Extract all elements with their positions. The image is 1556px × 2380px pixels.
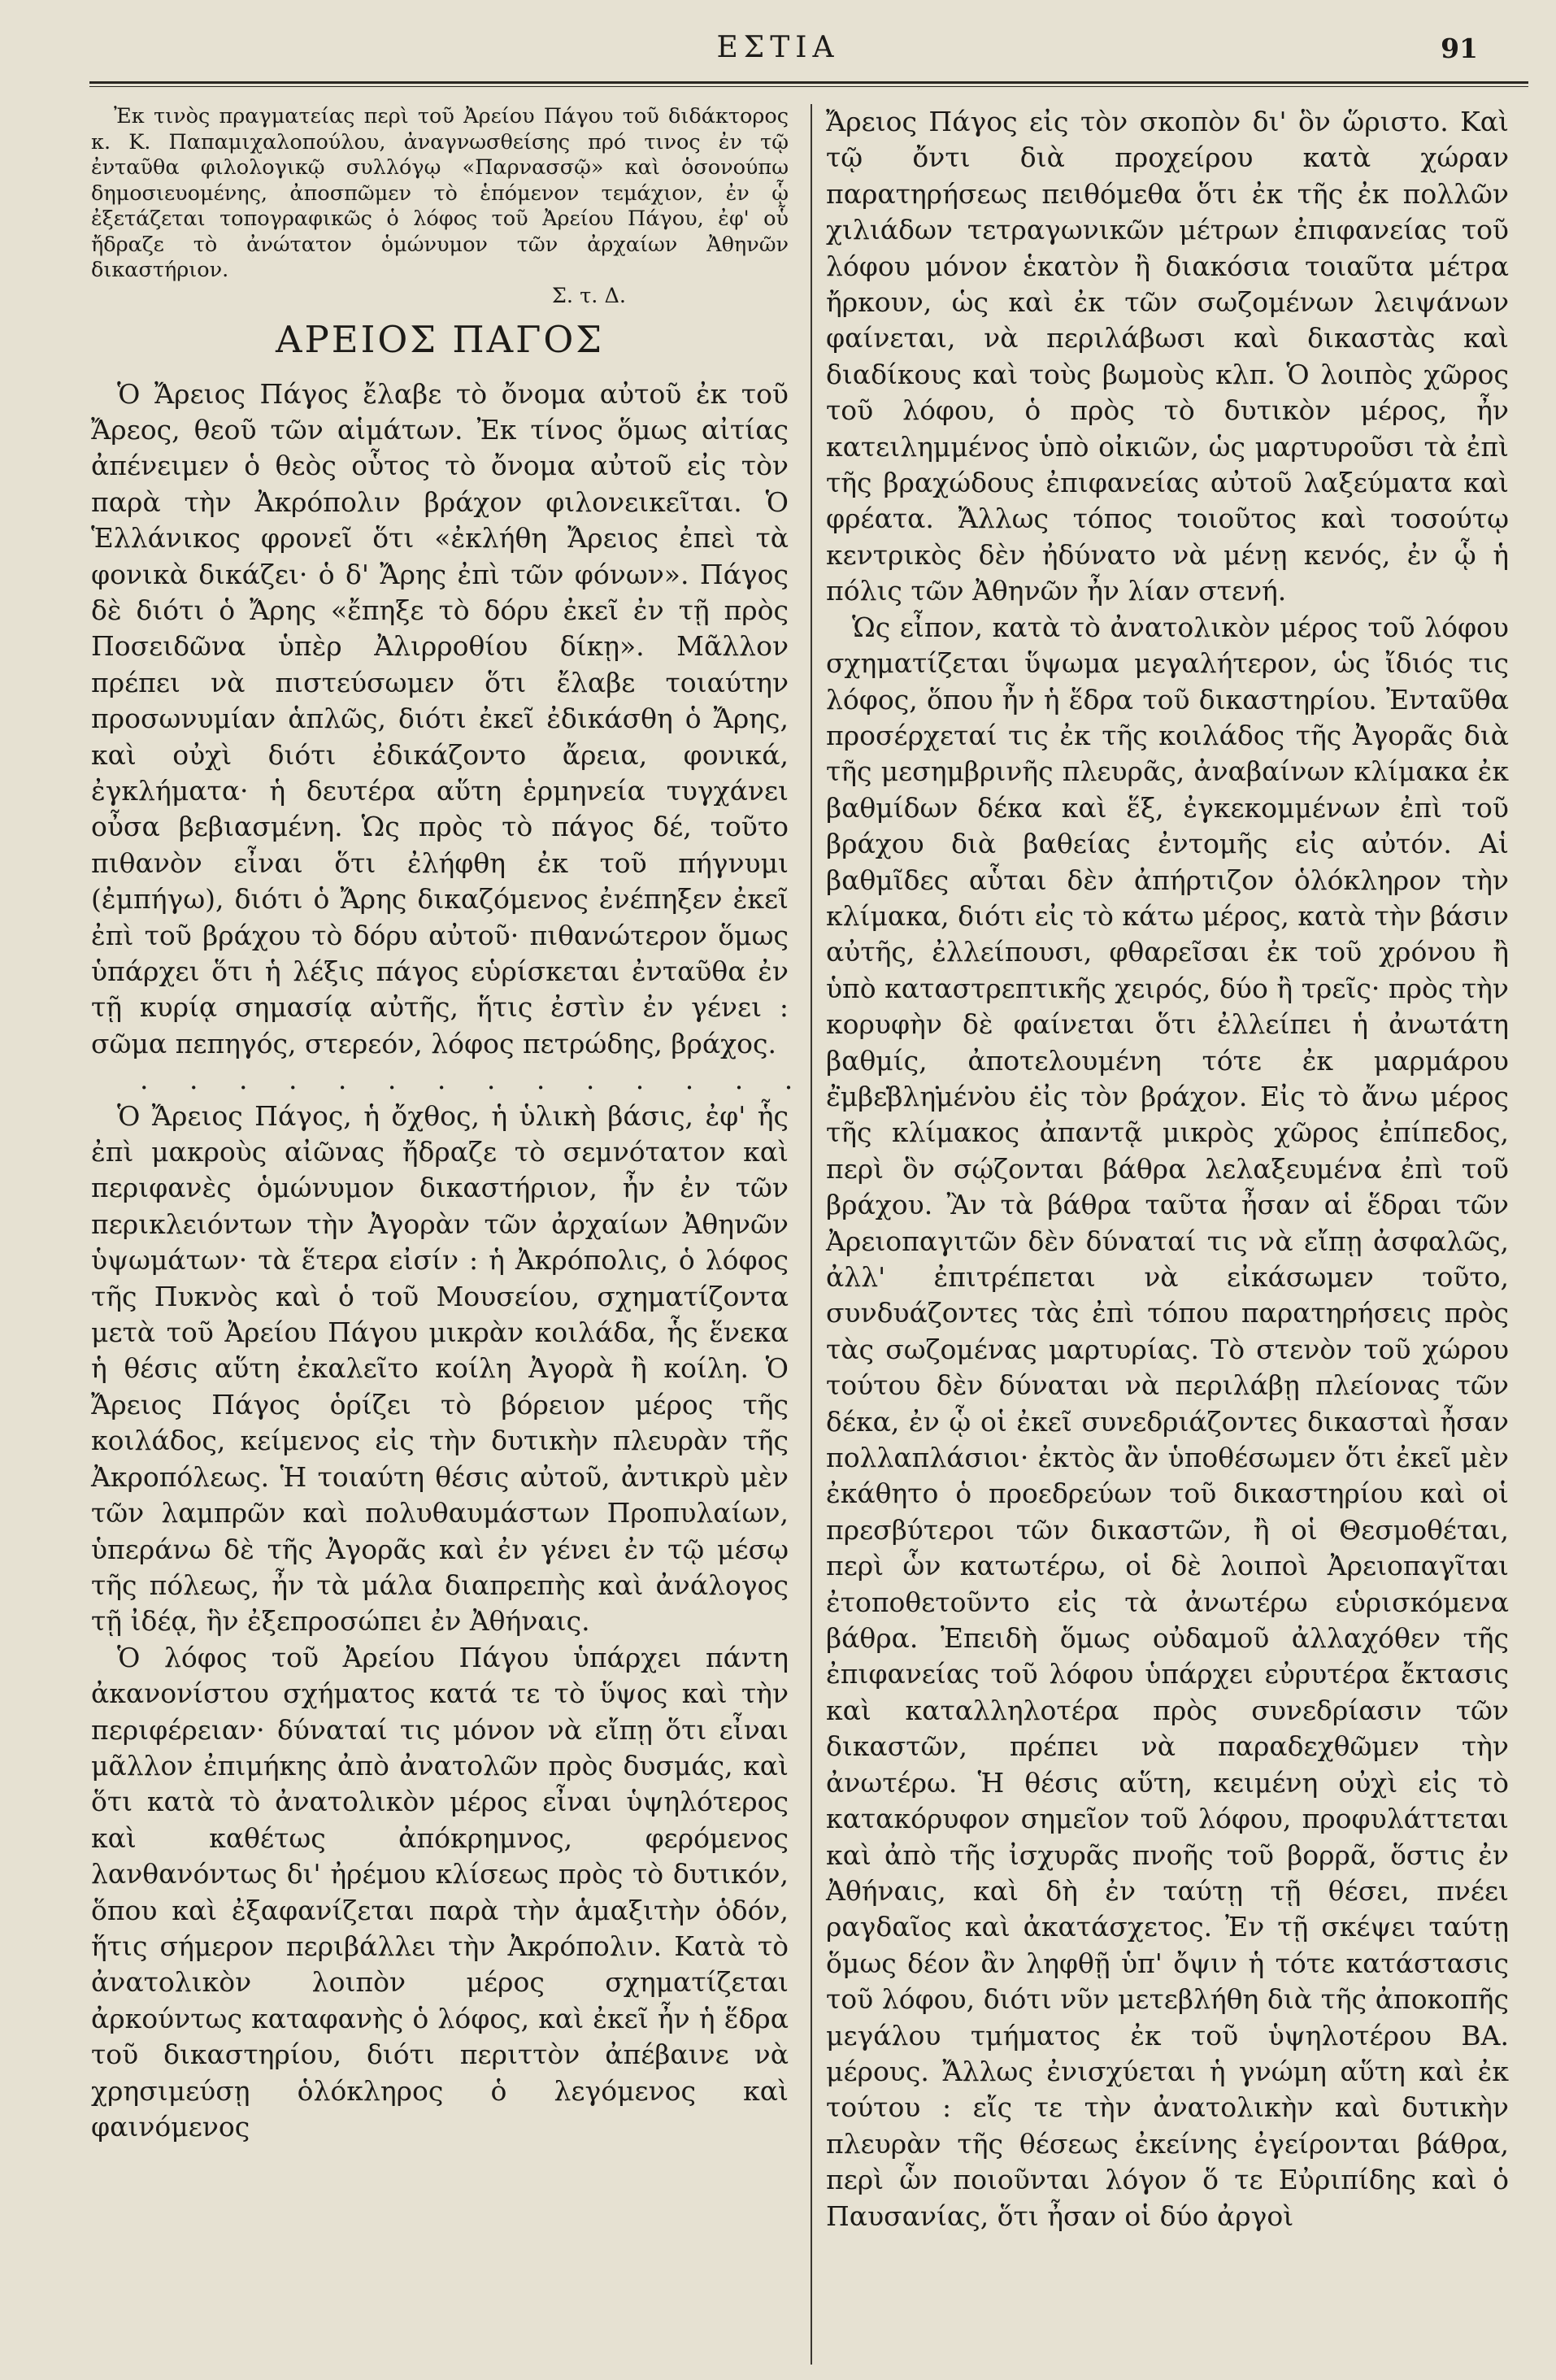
ellipsis-separator: . . . . . . . . . . . . . . . . . . . [140,1064,1058,1096]
article-title: ΑΡΕΙΟΣ ΠΑΓΟΣ [275,317,605,361]
paragraph: Ὡς εἶπον, κατὰ τὸ ἀνατολικὸν μέρος τοῦ λόφου σχηματίζεται ὕψωμα μεγαλήτερον, ὡς ἴδιός τις λόφος, ὅπου ἦν ἡ ἕδρα τοῦ δικαστηρίου. Ἐνταῦθα προσέρχεταί τις ἐκ τῆς κοιλάδος τῆς Ἀγορᾶς διὰ τῆς μεσημβρινῆς πλευρᾶς, ἀναβαίνων κλίμακα ἐκ βαθμίδων δέκα καὶ ἕξ, ἐγκεκομμένων ἐπὶ τοῦ βράχου διὰ βαθείας ἐντομῆς εἰς αὐτόν. Αἱ βαθμῖδες αὗται δὲν ἀπήρτιζον ὁλόκληρον τὴν κλίμακα, διότι εἰς τὸ κάτω μέρος, κατὰ τὴν βάσιν αὐτῆς, ἐλλείπουσι, φθαρεῖσαι ἐκ τοῦ χρόνου ἢ ὑπὸ καταστρεπτικῆς χειρός, δύο ἢ τρεῖς· πρὸς τὴν κορυφὴν δὲ φαίνεται ὅτι ἐλλείπει ἡ ἀνωτάτη βαθμίς, ἀποτελουμένη τότε ἐκ μαρμάρου ἐμβεβλημένου εἰς τὸν βράχον. Εἰς τὸ ἄνω μέρος τῆς κλίμακος ἀπαντᾷ μικρὸς χῶρος ἐπίπεδος, περὶ ὃν σῴζονται βάθρα λελαξευμένα ἐπὶ τοῦ βράχου. Ἂν τὰ βάθρα ταῦτα ἦσαν αἱ ἕδραι τῶν Ἀρειοπαγιτῶν δὲν δύναταί τις νὰ εἴπῃ ἀσφαλῶς, ἀλλ' ἐπιτρέπεται νὰ εἰκάσωμεν τοῦτο, συνδυάζοντες τὰς ἐπὶ τόπου παρατηρήσεις πρὸς τὰς σωζομένας μαρτυρίας. Τὸ στενὸν τοῦ χώρου τούτου δὲν δύναται νὰ περιλάβῃ πλείονας τῶν δέκα, ἐν ᾧ οἱ ἐκεῖ συνεδριάζοντες δικασταὶ ἦσαν πολλαπλάσιοι· ἐκτὸς ἂν ὑποθέσωμεν ὅτι ἐκεῖ μὲν ἐκάθητο ὁ προεδρεύων τοῦ δικαστηρίου καὶ οἱ πρεσβύτεροι τῶν δικαστῶν, ἢ οἱ Θεσμοθέται, περὶ ὧν κατωτέρω, οἱ δὲ λοιποὶ Ἀρειοπαγῖται ἐτοποθετοῦντο εἰς τὰ ἀνωτέρω εὑρισκόμενα βάθρα. Ἐπειδὴ ὅμως οὐδαμοῦ ἀλλαχόθεν τῆς ἐπιφανείας τοῦ λόφου ὑπάρχει εὐρυτέρα ἔκτασις καὶ καταλληλοτέρα πρὸς συνεδρίασιν τῶν δικαστῶν, πρέπει νὰ παραδεχθῶμεν τὴν ἀνωτέρω. Ἡ θέσις αὕτη, κειμένη οὐχὶ εἰς τὸ κατακόρυφον σημεῖον τοῦ λόφου, προφυλάττεται καὶ ἀπὸ τῆς ἰσχυρᾶς πνοῆς τοῦ βορρᾶ, ὅστις ἐν Ἀθήναις, καὶ δὴ ἐν ταύτῃ τῇ θέσει, πνέει ραγδαῖος καὶ ἀκατάσχετος. Ἐν τῇ σκέψει ταύτῃ ὅμως δέον ἂν ληφθῇ ὑπ' ὄψιν ἡ τότε κατάστασις τοῦ λόφου, διότι νῦν μετεβλήθη διὰ τῆς ἀποκοπῆς μεγάλου τμήματος ἐκ τοῦ ὑψηλοτέρου ΒΑ. μέρους. Ἄλλως ἐνισχύεται ἡ γνώμη αὕτη καὶ ἐκ τούτου : εἴς τε τὴν ἀνατολικὴν καὶ δυτικὴν πλευρὰν τῆς θέσεως ἐκείνης ἐγείρονται βάθρα, περὶ ὧν ποιοῦνται λόγον ὅ τε Εὐριπίδης καὶ ὁ Παυσανίας, ὅτι ἦσαν οἱ δύο ἀργοὶ [826,611,1509,2232]
editorial-note: Ἐκ τινὸς πραγματείας περὶ τοῦ Ἀρείου Πάγου τοῦ διδάκτορος κ. Κ. Παπαμιχαλοπούλου, ἀναγνωσθείσης πρό τινος ἐν τῷ ἐνταῦθα φιλολογικῷ συλλόγῳ «Παρνασσῷ» καὶ ὁσονούπω δημοσιευομένης, ἀποσπῶμεν τὸ ἑπόμενον τεμάχιον, ἐν ᾧ ἐξετάζεται τοπογραφικῶς ὁ λόφος τοῦ Ἀρείου Πάγου, ἐφ' οὗ ἤδραζε τὸ ἀνώτατον ὁμώνυμον τῶν ἀρχαίων Ἀθηνῶν δικαστήριον. [91,104,789,282]
header-rule [89,81,1528,84]
right-column [826,104,1509,2365]
page-number: 91 [1441,33,1478,64]
editorial-signature: Σ. τ. Δ. [551,283,626,308]
column-divider [811,104,812,2365]
paragraph: Ὁ Ἄρειος Πάγος ἔλαβε τὸ ὄνομα αὐτοῦ ἐκ τοῦ Ἄρεος, θεοῦ τῶν αἱμάτων. Ἐκ τίνος ὅμως αἰτίας ἀπένειμεν ὁ θεὸς οὗτος τὸ ὄνομα αὐτοῦ εἰς τὸν παρὰ τὴν Ἀκρόπολιν βράχον φιλονεικεῖται. Ὁ Ἑλλάνικος φρονεῖ ὅτι «ἐκλήθη Ἄρειος ἐπεὶ τὰ φονικὰ δικάζει· ὁ δ' Ἄρης ἐπὶ τῶν φόνων». Πάγος δὲ διότι ὁ Ἄρης «ἔπηξε τὸ δόρυ ἐκεῖ ἐν τῇ πρὸς Ποσειδῶνα ὑπὲρ Ἀλιρροθίου δίκῃ». Μᾶλλον πρέπει νὰ πιστεύσωμεν ὅτι ἔλαβε τοιαύτην προσωνυμίαν ἁπλῶς, διότι ἐκεῖ ἐδικάσθη ὁ Ἄρης, καὶ οὐχὶ διότι ἐδικάζοντο ἄρεια, φονικά, ἐγκλήματα· ἡ δευτέρα αὕτη ἑρμηνεία τυγχάνει οὖσα βεβιασμένη. Ὡς πρὸς τὸ πάγος δέ, τοῦτο πιθανὸν εἶναι ὅτι ἐλήφθη ἐκ τοῦ πήγνυμι (ἐμπήγω), διότι ὁ Ἄρης δικαζόμενος ἐνέπηξεν ἐκεῖ ἐπὶ τοῦ βράχου τὸ δόρυ αὐτοῦ· πιθανώτερον ὅμως ὑπάρχει ὅτι ἡ λέξις πάγος εὑρίσκεται ἐνταῦθα ἐν τῇ κυρίᾳ σημασίᾳ αὐτῆς, ἥτις ἐστὶν ἐν γένει : σῶμα πεπηγός, στερεόν, λόφος πετρώδης, βράχος. [91,377,789,1059]
left-column [91,104,1058,2365]
header-rule-thin [89,86,1528,87]
paragraph: Ὁ λόφος τοῦ Ἀρείου Πάγου ὑπάρχει πάντη ἀκανονίστου σχήματος κατά τε τὸ ὕψος καὶ τὴν περιφέρειαν· δύναταί τις μόνον νὰ εἴπῃ ὅτι εἶναι μᾶλλον ἐπιμήκης ἀπὸ ἀνατολῶν πρὸς δυσμάς, καὶ ὅτι κατὰ τὸ ἀνατολικὸν μέρος εἶναι ὑψηλότερος καὶ καθέτως ἀπόκρημνος, φερόμενος λανθανόντως δι' ἠρέμου κλίσεως πρὸς τὸ δυτικόν, ὅπου καὶ ἐξαφανίζεται παρὰ τὴν ἁμαξιτὴν ὁδόν, ἥτις σήμερον περιβάλλει τὴν Ἀκρόπολιν. Κατὰ τὸ ἀνατολικὸν λοιπὸν μέρος σχηματίζεται ἀρκούντως καταφανὴς ὁ λόφος, καὶ ἐκεῖ ἦν ἡ ἕδρα τοῦ δικαστηρίου, διότι περιττὸν ἀπέβαινε νὰ χρησιμεύσῃ ὁλόκληρος ὁ λεγόμενος καὶ φαινόμενος [91,1641,789,2143]
paragraph: Ὁ Ἄρειος Πάγος, ἡ ὄχθος, ἡ ὑλικὴ βάσις, ἐφ' ἧς ἐπὶ μακροὺς αἰῶνας ἤδραζε τὸ σεμνότατον καὶ περιφανὲς ὁμώνυμον δικαστήριον, ἦν ἐν τῶν περικλειόντων τὴν Ἀγορὰν τῶν ἀρχαίων Ἀθηνῶν ὑψωμάτων· τὰ ἕτερα εἰσίν : ἡ Ἀκρόπολις, ὁ λόφος τῆς Πυκνὸς καὶ ὁ τοῦ Μουσείου, σχηματίζοντα μετὰ τοῦ Ἀρείου Πάγου μικρὰν κοιλάδα, ἧς ἕνεκα ἡ θέσις αὕτη ἐκαλεῖτο κοίλη Ἀγορὰ ἢ κοίλη. Ὁ Ἄρειος Πάγος ὁρίζει τὸ βόρειον μέρος τῆς κοιλάδος, κείμενος εἰς τὴν δυτικὴν πλευρὰν τῆς Ἀκροπόλεως. Ἡ τοιαύτη θέσις αὐτοῦ, ἀντικρὺ μὲν τῶν λαμπρῶν καὶ πολυθαυμάστων Προπυλαίων, ὑπεράνω δὲ τῆς Ἀγορᾶς καὶ ἐν γένει ἐν τῷ μέσῳ τῆς πόλεως, ἦν τὰ μάλα διαπρεπὴς καὶ ἀνάλογος τῇ ἰδέᾳ, ἣν ἐξεπροσώπει ἐν Ἀθήναις. [91,1099,789,1638]
paragraph: Ἄρειος Πάγος εἰς τὸν σκοπὸν δι' ὃν ὥριστο. Καὶ τῷ ὄντι διὰ προχείρου κατὰ χώραν παρατηρήσεως πειθόμεθα ὅτι ἐκ τῆς ἐκ πολλῶν χιλιάδων τετραγωνικῶν μέτρων ἐπιφανείας τοῦ λόφου μόνον ἑκατὸν ἢ διακόσια τοιαῦτα μέτρα ἤρκουν, ὡς καὶ ἐκ τῶν σωζομένων λειψάνων φαίνεται, νὰ περιλάβωσι καὶ δικαστὰς καὶ διαδίκους καὶ τοὺς βωμοὺς κλπ. Ὁ λοιπὸς χῶρος τοῦ λόφου, ὁ πρὸς τὸ δυτικὸν μέρος, ἦν κατειλημμένος ὑπὸ οἰκιῶν, ὡς μαρτυροῦσι τὰ ἐπὶ τῆς βραχώδους ἐπιφανείας αὐτοῦ λαξεύματα καὶ φρέατα. Ἄλλως τόπος τοιοῦτος καὶ τοσούτῳ κεντρικὸς δὲν ἠδύνατο νὰ μένῃ κενός, ἐν ᾧ ἡ πόλις τῶν Ἀθηνῶν ἦν λίαν στενή. [826,106,1509,607]
journal-title: ΕΣΤΙΑ [716,31,840,64]
running-head [0,31,1556,80]
